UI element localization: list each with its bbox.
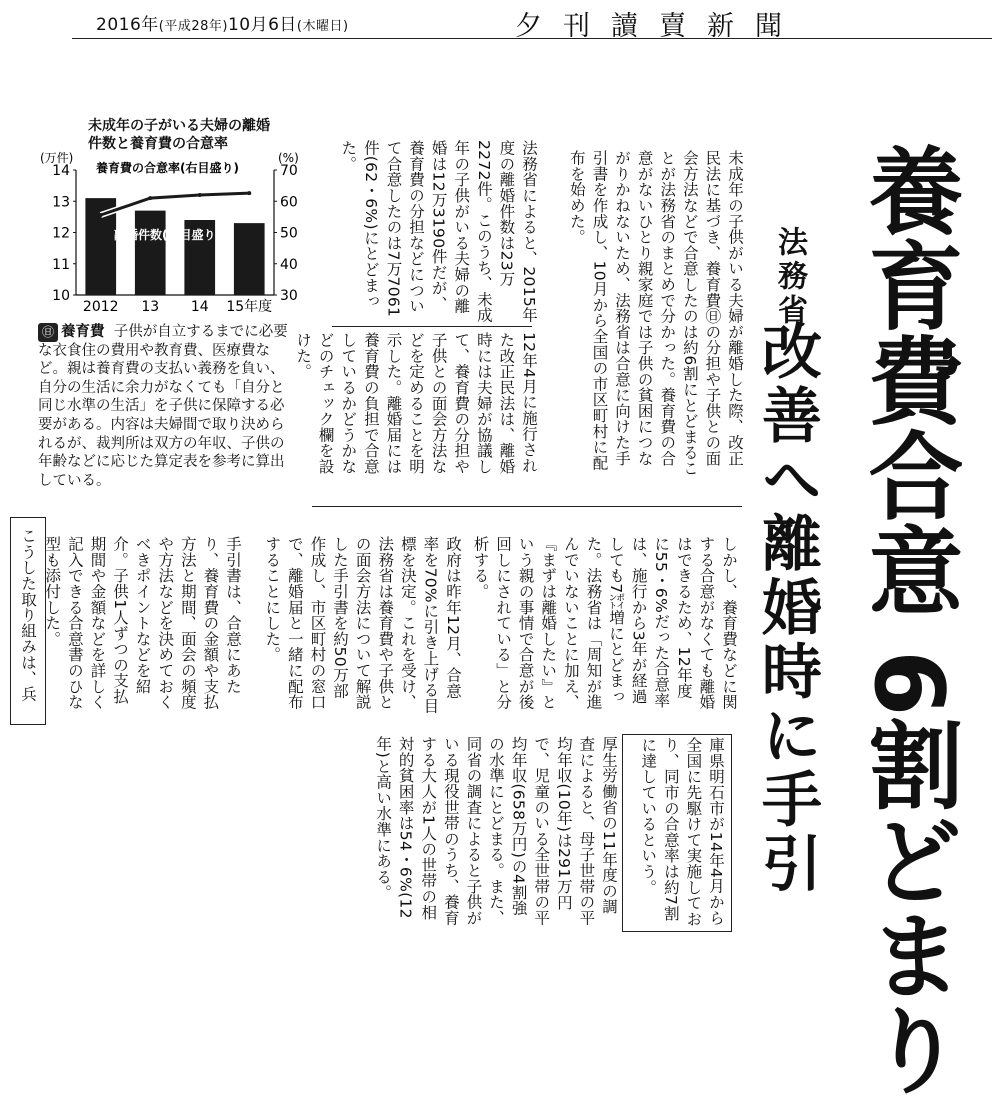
bar-series-label: 離婚件数(左目盛り) <box>114 227 221 242</box>
date-day: 10月6日 <box>227 15 297 35</box>
bar <box>135 211 166 295</box>
line-point <box>198 193 202 197</box>
issue-date <box>96 10 349 35</box>
right-axis-unit: (%) <box>278 151 299 165</box>
boxed-paragraph-start <box>10 517 46 725</box>
chart-title-text: 未成年の子がいる夫婦の離婚件数と養育費の合意率 <box>88 118 270 152</box>
boxed-text-rest: 庫県明石市が14年4月から全国に先駆けて実施しており、同市の合意率は約7割に達しているという。 <box>639 737 725 927</box>
article-lead: 未成年の子供がいる夫婦が離婚した際、改正民法に基づき、養育費㊐の分担や子供との面会方法などで合意したのは約6割にとどまることが法務省のまとめで分かった。養育費の合意がないひとり親家庭では子供の貧困につながりかねないため、法務省は合意に向けた手引書を作成し、10月から全国の市区町村に配布を始めた。 <box>567 150 744 477</box>
masthead <box>0 0 1000 44</box>
right-tick-label: 30 <box>280 288 298 304</box>
chart-title <box>74 117 278 153</box>
section-divider <box>312 506 742 507</box>
date-year: 2016年 <box>96 15 159 35</box>
left-tick-label: 11 <box>52 256 70 273</box>
article-body-5: 手引書は、合意にあたり、養育費の金額や支払方法と期間、面会の頻度や方法などを決めておくべきポイントなどを紹介。子供1人ずつの支払期間や金額などを詳しく記入できる合意書のひな型も添付した。 <box>43 536 242 710</box>
column-divider <box>332 326 532 327</box>
line-point <box>247 191 251 195</box>
article-body-4: 政府は昨年12月、合意率を70%に引き上げる目標を決定。これを受け、法務省は養育費や子供との面会方法について解説した手引書を約50万部作成し、市区町村の窓口で、離婚届と一緒に配布することにした。 <box>263 536 462 714</box>
x-tick-label: 13 <box>141 299 160 315</box>
glossary-tag: ㊐ <box>38 323 58 342</box>
boxed-text-lead: こうした取り組みは、兵 <box>19 528 37 702</box>
left-tick-label: 14 <box>52 163 70 179</box>
glossary-term: 養育費 <box>61 324 105 340</box>
line-point <box>99 213 103 217</box>
right-tick-label: 70 <box>280 163 298 179</box>
right-tick-label: 40 <box>280 256 298 273</box>
glossary-text: 子供が自立するまでに必要な衣食住の費用や教育費、医療費など。親は養育費の支払い義務を負い、自分の生活に余力がなくても「自分と同じ水準の生活」を子供に保障する必要がある。内容は夫婦間で取り決められるが、裁判所は双方の年収、子供の年齢などに応じた算定表を参考に算出している。 <box>38 324 288 489</box>
date-weekday: (木曜日) <box>296 19 349 34</box>
headline-sub: 改善へ離婚時に手引 <box>752 320 822 896</box>
article-body-2: 12年4月に施行された改正民法は、離婚時には夫婦が協議して、養育費の分担や子供との面会方法などを定めることを明示した。離婚届には養育費の負担で合意しているかどうかなどのチェック欄を設けた。 <box>294 332 538 475</box>
masthead-rule <box>72 38 992 39</box>
subhead-ministry: 法務省 <box>772 226 807 328</box>
article-body-3: しかし、養育費などに関する合意がなくても離婚はできるため、12年度に55・6%だった合意率は、施行から3年が経過しても7㌽増にとどまった。法務省は「周知が進んでいないことに加え、『まずは離婚したい』という親の事情で合意が後回しにされている」と分析する。 <box>471 536 738 710</box>
line-series-label: 養育費の合意率(右目盛り) <box>96 161 239 175</box>
paper-name: 夕刊讀賣新聞 <box>515 11 803 42</box>
bar <box>234 223 265 295</box>
glossary <box>38 323 296 490</box>
x-tick-label: 15年度 <box>226 299 273 315</box>
left-tick-label: 12 <box>52 225 70 242</box>
left-axis-unit: (万件) <box>40 151 74 165</box>
left-tick-label: 13 <box>52 194 70 211</box>
headline-main: 養育費合意 6割どまり <box>853 142 963 1096</box>
line-point <box>148 196 152 200</box>
boxed-paragraph-continued <box>622 734 732 932</box>
right-tick-label: 60 <box>280 194 298 211</box>
article-body-1: 法務省によると、2015年度の離婚件数は23万2272件。このうち、未成年の子供がいる夫婦の離婚は12万3190件だが、養育費の分担などについて合意したのは7万7061件(62・6%)にとどまった。 <box>339 140 538 323</box>
chart <box>34 150 304 320</box>
left-tick-label: 10 <box>52 288 70 304</box>
article-body-6: 厚生労働省の11年度の調査によると、母子世帯の平均年収(10年)は291万円で、児童のいる全世帯の平均年収(658万円)の4割強の水準にとどまる。また、同省の調査によると子供がいる現役世帯のうち、養育する大人が1人の世帯の相対的貧困率は54・6%(12年)と高い水準にある。 <box>374 736 618 926</box>
right-tick-label: 50 <box>280 225 298 242</box>
date-era: (平成28年) <box>158 19 228 34</box>
x-tick-label: 14 <box>190 299 209 315</box>
x-tick-label: 2012 <box>82 299 119 315</box>
